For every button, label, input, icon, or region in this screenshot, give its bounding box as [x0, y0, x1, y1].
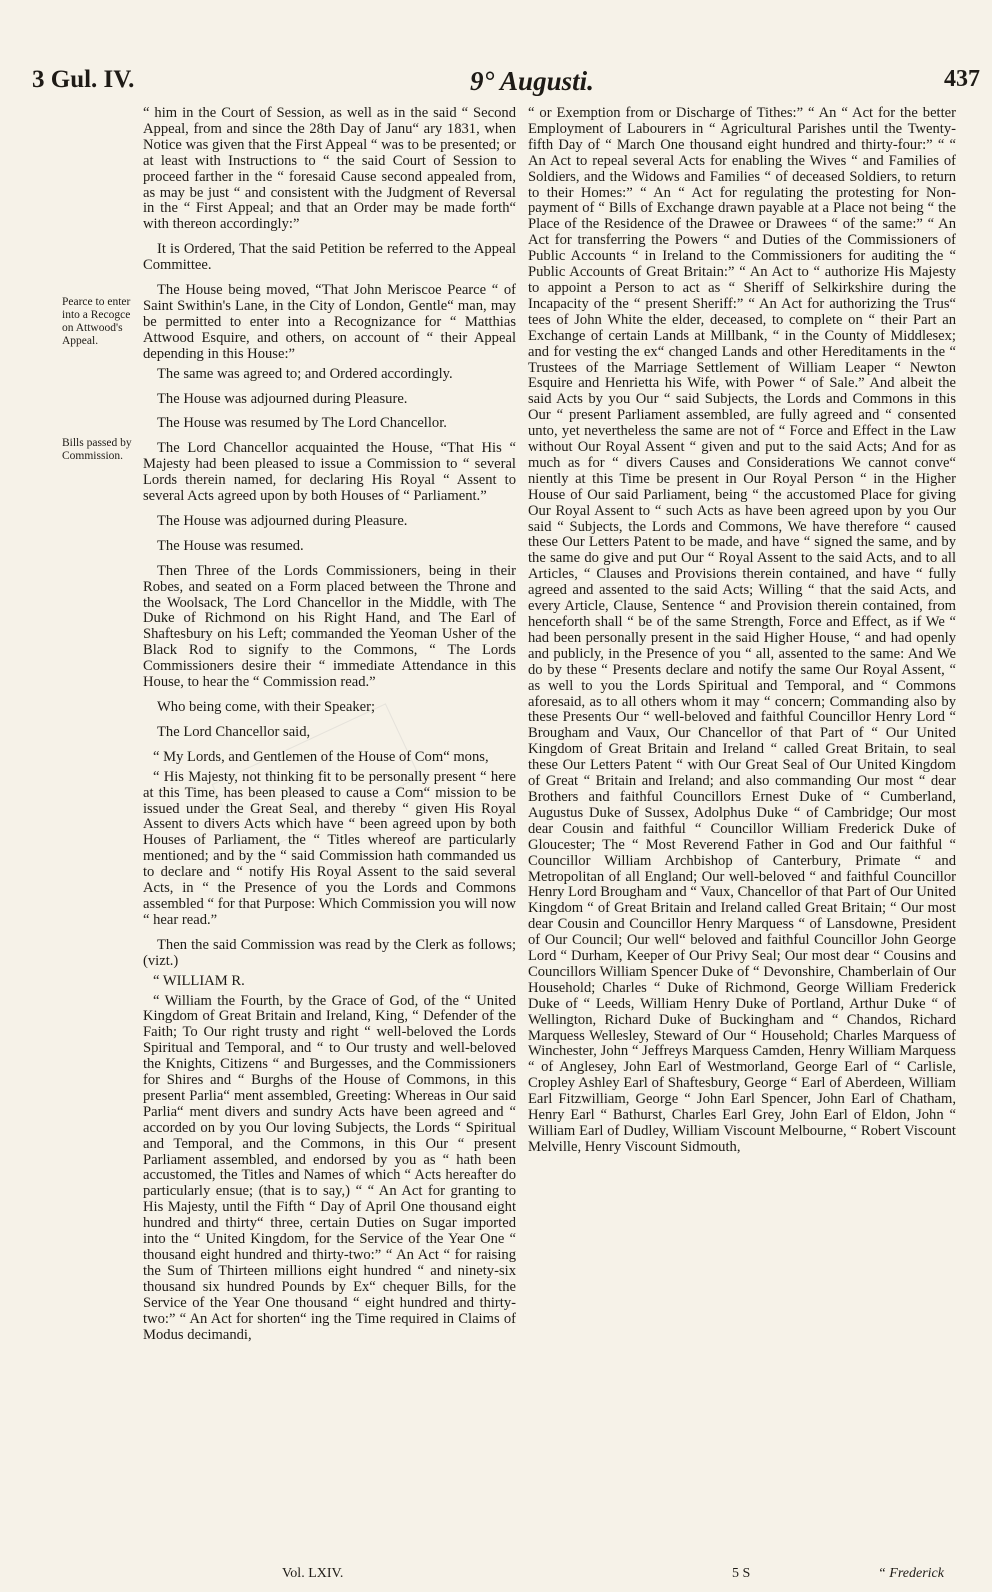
- catchword: “ Frederick: [878, 1566, 944, 1581]
- adjourned-entry: The House was adjourned during Pleasure.: [157, 390, 408, 407]
- margin-note-bills: Bills passed by Commission.: [62, 437, 132, 462]
- chancellor-said: The Lord Chancellor said,: [157, 723, 311, 740]
- resumed-entry: The House was resumed.: [157, 537, 304, 554]
- page-number: 437: [944, 66, 980, 92]
- chancellor-acquainted: The Lord Chancellor acquainted the House, “That His “ Majesty had been pleased to issue a Commission to “ several Lords therein named, for declaring His Royal “ Assent to several Acts agreed upon by both Houses of “ Parliament.”: [143, 440, 516, 505]
- running-header: [30, 66, 980, 100]
- motion-pearce: The House being moved, “That John Meriscoe Pearce “ of Saint Swithin's Lane, in the City of London, Gentle“ man, may be permitted to enter into a Recognizance for “ Matthias Attwood Esquire, and others, on account of “ their Appeal depending in this House:”: [143, 282, 516, 362]
- order-referral: It is Ordered, That the said Petition be referred to the Appeal Committee.: [143, 241, 516, 274]
- volume-mark: Vol. LXIV.: [282, 1566, 344, 1581]
- chancellor-speech: “ His Majesty, not thinking fit to be personally present “ here at this Time, has been pleased to cause a Com“ mission to be issued under the Great Seal, and thereby “ given His Royal Assent to divers Acts which have “ been agreed upon by both Houses of Parliament, the “ Titles whereof are particularly mentioned; and by the “ said Commission hath commanded us to declare and “ notify His Royal Assent to the said several Acts, in “ the Presence of you the Lords and Commons assembled “ for that Purpose: Which Commission you will now “ hear read.”: [143, 768, 516, 928]
- margin-note-pearce: Pearce to enter into a Recogce on Attwood's Appeal.: [62, 296, 131, 347]
- adjourned-entry-2: The House was adjourned during Pleasure.: [157, 512, 408, 529]
- commission-read: Then the said Commission was read by the Clerk as follows; (vizt.): [143, 936, 516, 969]
- signature-mark: 5 S: [732, 1566, 751, 1581]
- session-date: 9° Augusti.: [470, 66, 594, 96]
- right-column: [528, 106, 956, 1165]
- royal-signature: “ WILLIAM R.: [153, 972, 245, 989]
- address-salutation: “ My Lords, and Gentlemen of the House of Com“ mons,: [153, 748, 489, 765]
- left-column: [143, 106, 516, 1352]
- commission-text-continued: “ or Exemption from or Discharge of Tithes:” “ An “ Act for the better Employment of Labourers in “ Agricultural Parishes until the Twenty-fifth Day of “ March One thousand eight hundred and thirty-four:” “ “ An Act to repeal several Acts for enabling the Wives “ and Families of Soldiers, and the Widows and Families “ of deceased Soldiers, to return to their Homes:” “ An “ Act for regulating the protesting for Non-payment of “ Bills of Exchange drawn payable at a Place not being “ the Place of the Residence of the Drawee or Drawees “ of the same:” “ An Act for transferring the Powers “ and Duties of the Commissioners of Public Accounts “ in Ireland to the Commissioners for auditing the “ Public Accounts of Great Britain:” “ An Act to “ authorize His Majesty to appoint a Person to act as “ Sheriff of Selkirkshire during the Incapacity of the “ present Sheriff:” “ An Act for authorizing the Trus“ tees of John White the elder, deceased, to complete on “ their Part an Exchange of certain Lands at Millbank, “ in the County of Middlesex; and for vesting the ex“ changed Lands and other Hereditaments in the “ Trustees of the Marriage Settlement of William Leaper “ Newton Esquire and Henrietta his Wife, with Power “ of Sale.” And albeit the said Acts by you Our “ said Subjects, the Lords and Commons in this Our “ present Parliament assembled, are fully agreed and “ consented unto, yet nevertheless the same are not of “ Force and Effect in the Law without Our Royal Assent “ given and put to the said Acts; And for as much as for “ divers Causes and Considerations We cannot conve“ niently at this Time be present in Our Royal Person “ in the Higher House of Our said Parliament, being “ the accustomed Place for giving Our Royal Assent to “ such Acts as have been agreed upon by you Our said “ Subjects, the Lords and Commons, We have therefore “ caused these Our Letters Patent to be made, and have “ signed the same, and by the same do give and put Our “ Royal Assent to the said Acts, and to all Articles, “ Clauses and Provisions therein contained, and have “ fully agreed and assented to the said Acts; Willing “ that the said Acts, and every Article, Clause, Sentence “ and Provision therein contained, from henceforth shall “ be of the same Strength, Force and Effect, as if We “ had been personally present in the said Higher House, “ and had openly and publicly, in the Presence of you “ all, assented to the same: And We do by these “ Presents declare and notify the same Our Royal Assent, “ as well to you the Lords Spiritual and Temporal, and “ Commons aforesaid, as to all others whom it may “ concern; Commanding also by these Presents Our “ well-beloved and faithful Councillor Henry Lord “ Brougham and Vaux, Our Chancellor of that Part of “ Our United Kingdom of Great Britain and Ireland “ called Great Britain, to seal these Our Letters Patent “ with Our Great Seal of Our United Kingdom of Great “ Britain and Ireland; and also commanding Our most “ dear Brothers and faithful Councillors Ernest Duke of “ Cumberland, Augustus Duke of Sussex, Adolphus Duke “ of Cambridge; Our most dear Cousin and faithful “ Councillor William Frederick Duke of Gloucester; The “ Most Reverend Father in God and Our faithful “ Councillor William Archbishop of Canterbury, Primate “ and Metropolitan of all England; Our well-beloved “ and faithful Councillor Henry Lord Brougham and “ Vaux, Chancellor of that Part of Our United Kingdom “ of Great Britain and Ireland called Great Britain; “ Our most dear Cousin and Councillor Henry Marquess “ of Lansdowne, President of Our Council; Our well“ beloved and faithful Councillor John George Lord “ Durham, Keeper of Our Privy Seal; Our most dear “ Cousins and Councillors William Spencer Duke of “ Devonshire, Chamberlain of Our Household; Charles “ Duke of Richmond, George William Frederick Duke of “ Leeds, William Henry Duke of Portland, Arthur Duke “ of Wellington, Richard Duke of Buckingham and “ Chandos, Richard Marquess Wellesley, Steward of Our “ Household; Charles Marquess of Winchester, John “ Jeffreys Marquess Camden, Henry William Marquess “ of Anglesey, John Earl of Westmorland, George Earl of “ Carlisle, Cropley Ashley Earl of Shaftesbury, George “ Earl of Aberdeen, William Earl Fitzwilliam, George “ John Earl Spencer, John Earl of Chatham, Henry Earl “ Bathurst, Charles Earl Grey, John Earl of Eldon, John “ William Earl of Dudley, William Viscount Melbourne, “ Robert Viscount Melville, Henry Viscount Sidmouth,: [528, 105, 956, 1155]
- resumed-chancellor-entry: The House was resumed by The Lord Chancellor.: [157, 415, 447, 432]
- regnal-year: 3 Gul. IV.: [32, 66, 135, 93]
- commission-text: “ William the Fourth, by the Grace of God, of the “ United Kingdom of Great Britain and Ireland, King, “ Defender of the Faith; To Our right trusty and right “ well-beloved the Lords Spiritual and Temporal, and “ to Our trusty and well-beloved the Knights, Citizens “ and Burgesses, and the Commissioners for Shires and “ Burghs of the House of Commons, in this present Parlia“ ment assembled, Greeting: Whereas in Our said Parlia“ ment divers and sundry Acts have been agreed and “ accorded on by you Our loving Subjects, the Lords “ Spiritual and Temporal, and the Commons, in this Our “ present Parliament assembled, and endorsed by you as “ hath been accustomed, the Titles and Names of which “ Acts hereafter do particularly ensue; (that is to say,) “ “ An Act for granting to His Majesty, until the Fifth “ Day of April One thousand eight hundred and thirty“ three, certain Duties on Sugar imported into the “ United Kingdom, for the Service of the Year One “ thousand eight hundred and thirty-two:” “ An Act “ for raising the Sum of Thirteen millions eight hundred “ and ninety-six thousand six hundred Pounds by Ex“ chequer Bills, for the Service of the Year One thousand “ eight hundred and thirty-two:” “ An Act for shorten“ ing the Time required in Claims of Modus decimandi,: [143, 992, 516, 1343]
- petition-continuation: “ him in the Court of Session, as well as in the said “ Second Appeal, from and since the 28th Day of Janu“ ary 1831, when Notice was given that the First Appeal “ was to be presented; or at least with Instructions to “ the said Court of Session to proceed farther in the “ foresaid Cause second appealed from, as may be just “ and consistent with the Judgment of Reversal in the “ First Appeal; and that an Order may be made forth“ with thereon accordingly:”: [143, 105, 516, 233]
- commissioners-seated: Then Three of the Lords Commissioners, being in their Robes, and seated on a Form placed between the Throne and the Woolsack, The Lord Chancellor in the Middle, with The Duke of Richmond on his Right Hand, and The Earl of Shaftesbury on his Left; commanded the Yeoman Usher of the Black Rod to signify to the Commons, “ The Lords Commissioners desire their “ immediate Attendance in this House, to hear the “ Commission read.”: [143, 562, 516, 691]
- agreed-entry: The same was agreed to; and Ordered accordingly.: [157, 365, 453, 382]
- commons-come: Who being come, with their Speaker;: [157, 699, 376, 715]
